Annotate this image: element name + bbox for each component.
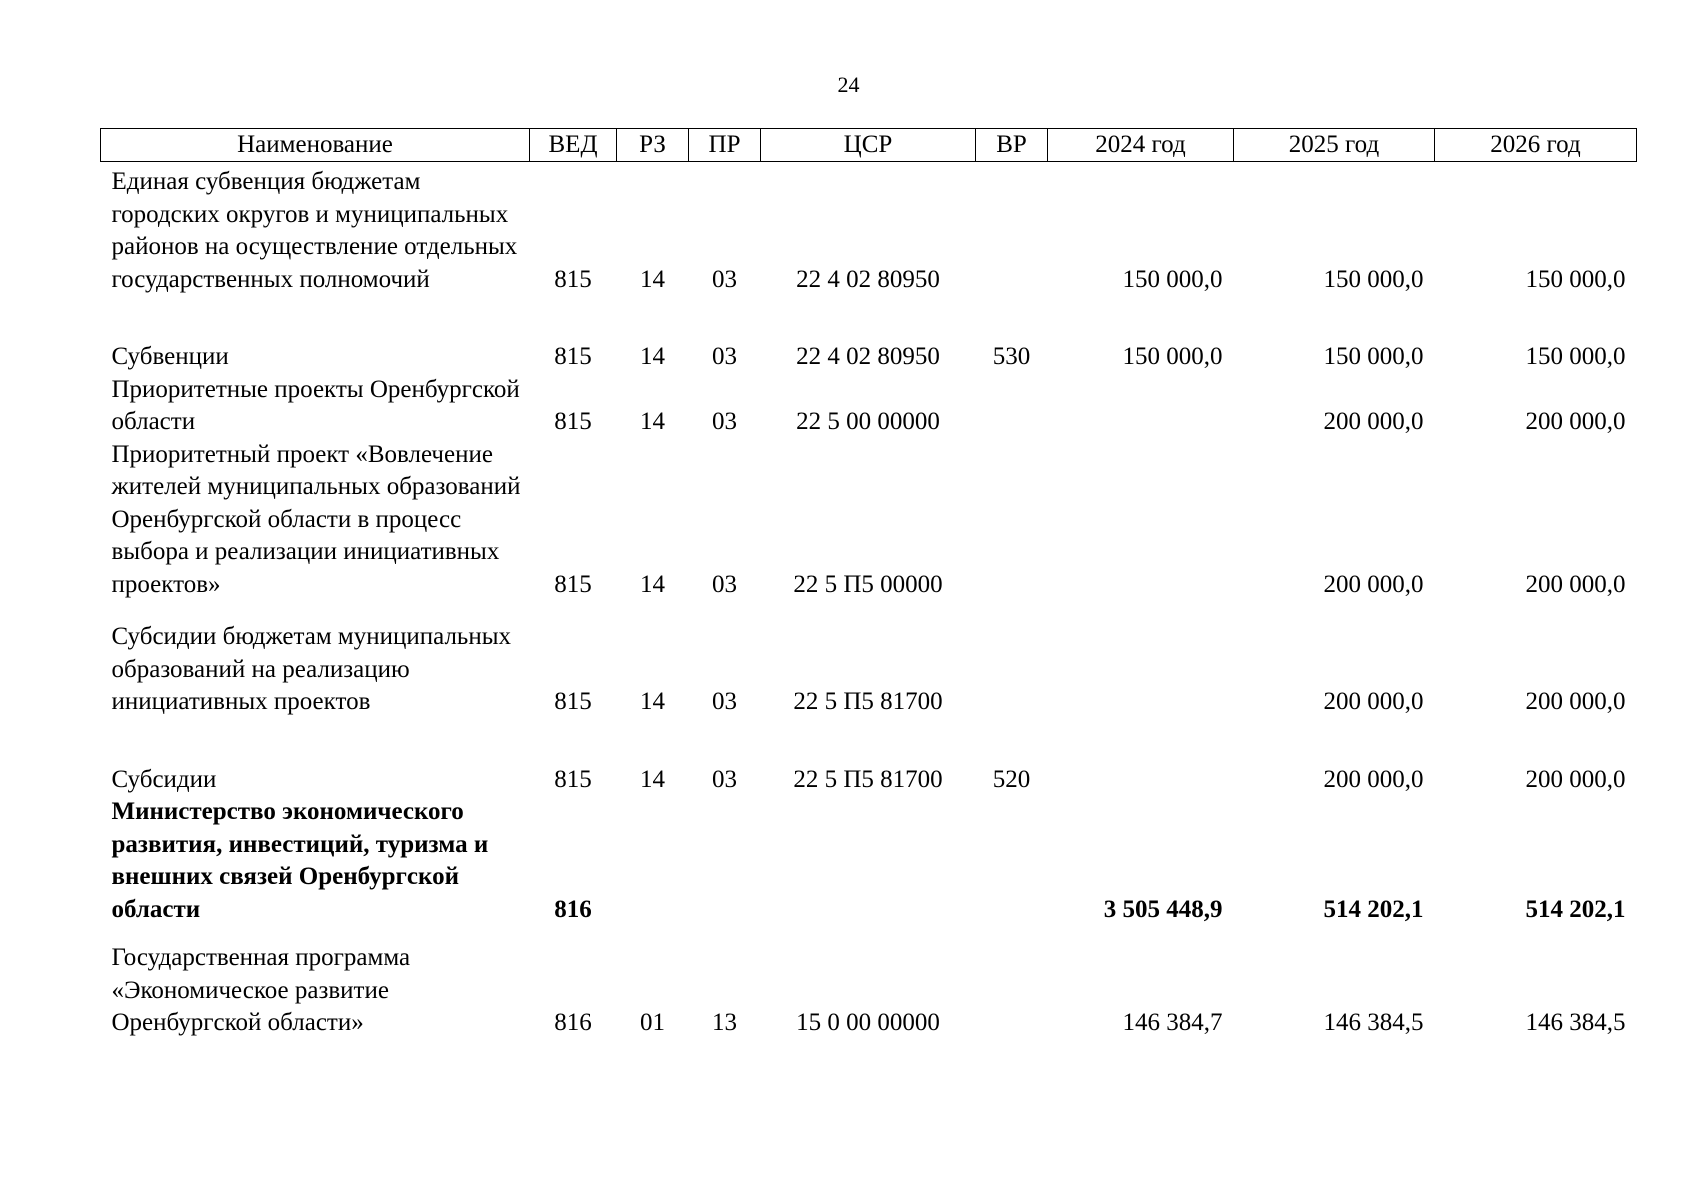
row-ved: 815 xyxy=(554,765,592,793)
row-name: Субвенции xyxy=(111,343,229,370)
page-number: 24 xyxy=(837,72,860,97)
row-vr xyxy=(976,601,1048,719)
row-vr xyxy=(976,796,1048,926)
row-2025: 200 000,0 xyxy=(1323,570,1424,598)
row-pr: 03 xyxy=(712,265,737,293)
row-rz: 14 xyxy=(640,765,665,793)
row-2024 xyxy=(1048,439,1234,602)
row-pr: 03 xyxy=(712,765,737,793)
row-vr: 530 xyxy=(992,343,1031,370)
row-csr: 22 4 02 80950 xyxy=(796,265,940,293)
row-csr: 22 5 П5 81700 xyxy=(793,688,943,715)
row-2024 xyxy=(1048,601,1234,719)
row-ved: 816 xyxy=(554,1009,592,1036)
row-2026: 150 000,0 xyxy=(1525,265,1626,293)
row-rz: 14 xyxy=(640,265,665,293)
row-rz: 14 xyxy=(640,343,665,370)
row-name: Приоритетный проект «Вовлечение жителей муниципальных образований Оренбургской области в процесс выбора и реализации инициативных проектов» xyxy=(111,440,521,598)
row-2024: 150 000,0 xyxy=(1122,265,1223,293)
row-vr xyxy=(976,439,1048,602)
header-2026: 2026 год xyxy=(1435,129,1637,162)
row-pr: 03 xyxy=(712,408,737,435)
budget-table xyxy=(100,128,1637,1040)
table-row xyxy=(101,374,1637,439)
table-row xyxy=(101,719,1637,797)
row-2025: 200 000,0 xyxy=(1323,688,1424,715)
row-2026: 200 000,0 xyxy=(1525,765,1626,793)
row-csr: 22 4 02 80950 xyxy=(796,343,940,370)
row-csr: 22 5 П5 00000 xyxy=(793,570,943,598)
table-row xyxy=(101,926,1637,1040)
row-2026: 150 000,0 xyxy=(1525,343,1626,370)
row-2025: 514 202,1 xyxy=(1323,895,1424,923)
row-2025: 200 000,0 xyxy=(1323,765,1424,793)
row-pr: 13 xyxy=(712,1009,737,1036)
row-2025: 146 384,5 xyxy=(1323,1009,1424,1036)
row-pr: 03 xyxy=(712,343,737,370)
row-ved: 816 xyxy=(554,895,592,923)
row-2025: 200 000,0 xyxy=(1323,408,1424,435)
table-row xyxy=(101,439,1637,602)
row-vr: 520 xyxy=(992,765,1031,793)
row-rz: 01 xyxy=(640,1009,665,1036)
row-2024 xyxy=(1048,719,1234,797)
row-2026: 514 202,1 xyxy=(1525,895,1626,923)
row-name: Министерство экономического развития, инвестиций, туризма и внешних связей Оренбургской области xyxy=(111,798,489,923)
row-ved: 815 xyxy=(554,570,592,598)
row-vr xyxy=(976,162,1048,297)
row-2026: 200 000,0 xyxy=(1525,408,1626,435)
table-row xyxy=(101,162,1637,297)
row-pr xyxy=(689,796,761,926)
row-pr: 03 xyxy=(712,570,737,598)
row-2024: 150 000,0 xyxy=(1122,343,1223,370)
row-rz: 14 xyxy=(640,688,665,715)
row-rz xyxy=(617,796,689,926)
row-2024 xyxy=(1048,374,1234,439)
row-name: Государственная программа «Экономическое развитие Оренбургской области» xyxy=(111,944,411,1036)
row-2024: 3 505 448,9 xyxy=(1103,895,1223,923)
row-2026: 146 384,5 xyxy=(1525,1009,1626,1036)
header-rz: РЗ xyxy=(617,129,689,162)
row-csr: 22 5 П5 81700 xyxy=(793,765,943,793)
row-name: Приоритетные проекты Оренбургской области xyxy=(111,375,520,435)
row-ved: 815 xyxy=(554,343,592,370)
table-row xyxy=(101,796,1637,926)
header-name: Наименование xyxy=(101,129,530,162)
row-vr xyxy=(976,374,1048,439)
row-name: Единая субвенция бюджетам городских округов и муниципальных районов на осуществление отдельных государственных полномочий xyxy=(111,168,518,293)
table-row xyxy=(101,601,1637,719)
row-2025: 150 000,0 xyxy=(1323,343,1424,370)
row-csr xyxy=(761,796,976,926)
header-2024: 2024 год xyxy=(1048,129,1234,162)
row-pr: 03 xyxy=(712,688,737,715)
row-vr xyxy=(976,926,1048,1040)
row-name: Субсидии бюджетам муниципальных образований на реализацию инициативных проектов xyxy=(111,623,512,715)
row-ved: 815 xyxy=(554,265,592,293)
header-2025: 2025 год xyxy=(1234,129,1435,162)
row-rz: 14 xyxy=(640,408,665,435)
header-vr: ВР xyxy=(976,129,1048,162)
header-ved: ВЕД xyxy=(530,129,617,162)
row-2026: 200 000,0 xyxy=(1525,688,1626,715)
table-header-row xyxy=(101,129,1637,162)
row-2026: 200 000,0 xyxy=(1525,570,1626,598)
row-name: Субсидии xyxy=(111,765,217,793)
table-row xyxy=(101,296,1637,374)
row-csr: 15 0 00 00000 xyxy=(796,1009,940,1036)
header-csr: ЦСР xyxy=(761,129,976,162)
row-2025: 150 000,0 xyxy=(1323,265,1424,293)
row-2024: 146 384,7 xyxy=(1122,1009,1223,1036)
row-csr: 22 5 00 00000 xyxy=(796,408,940,435)
row-ved: 815 xyxy=(554,688,592,715)
header-pr: ПР xyxy=(689,129,761,162)
row-ved: 815 xyxy=(554,408,592,435)
row-rz: 14 xyxy=(640,570,665,598)
